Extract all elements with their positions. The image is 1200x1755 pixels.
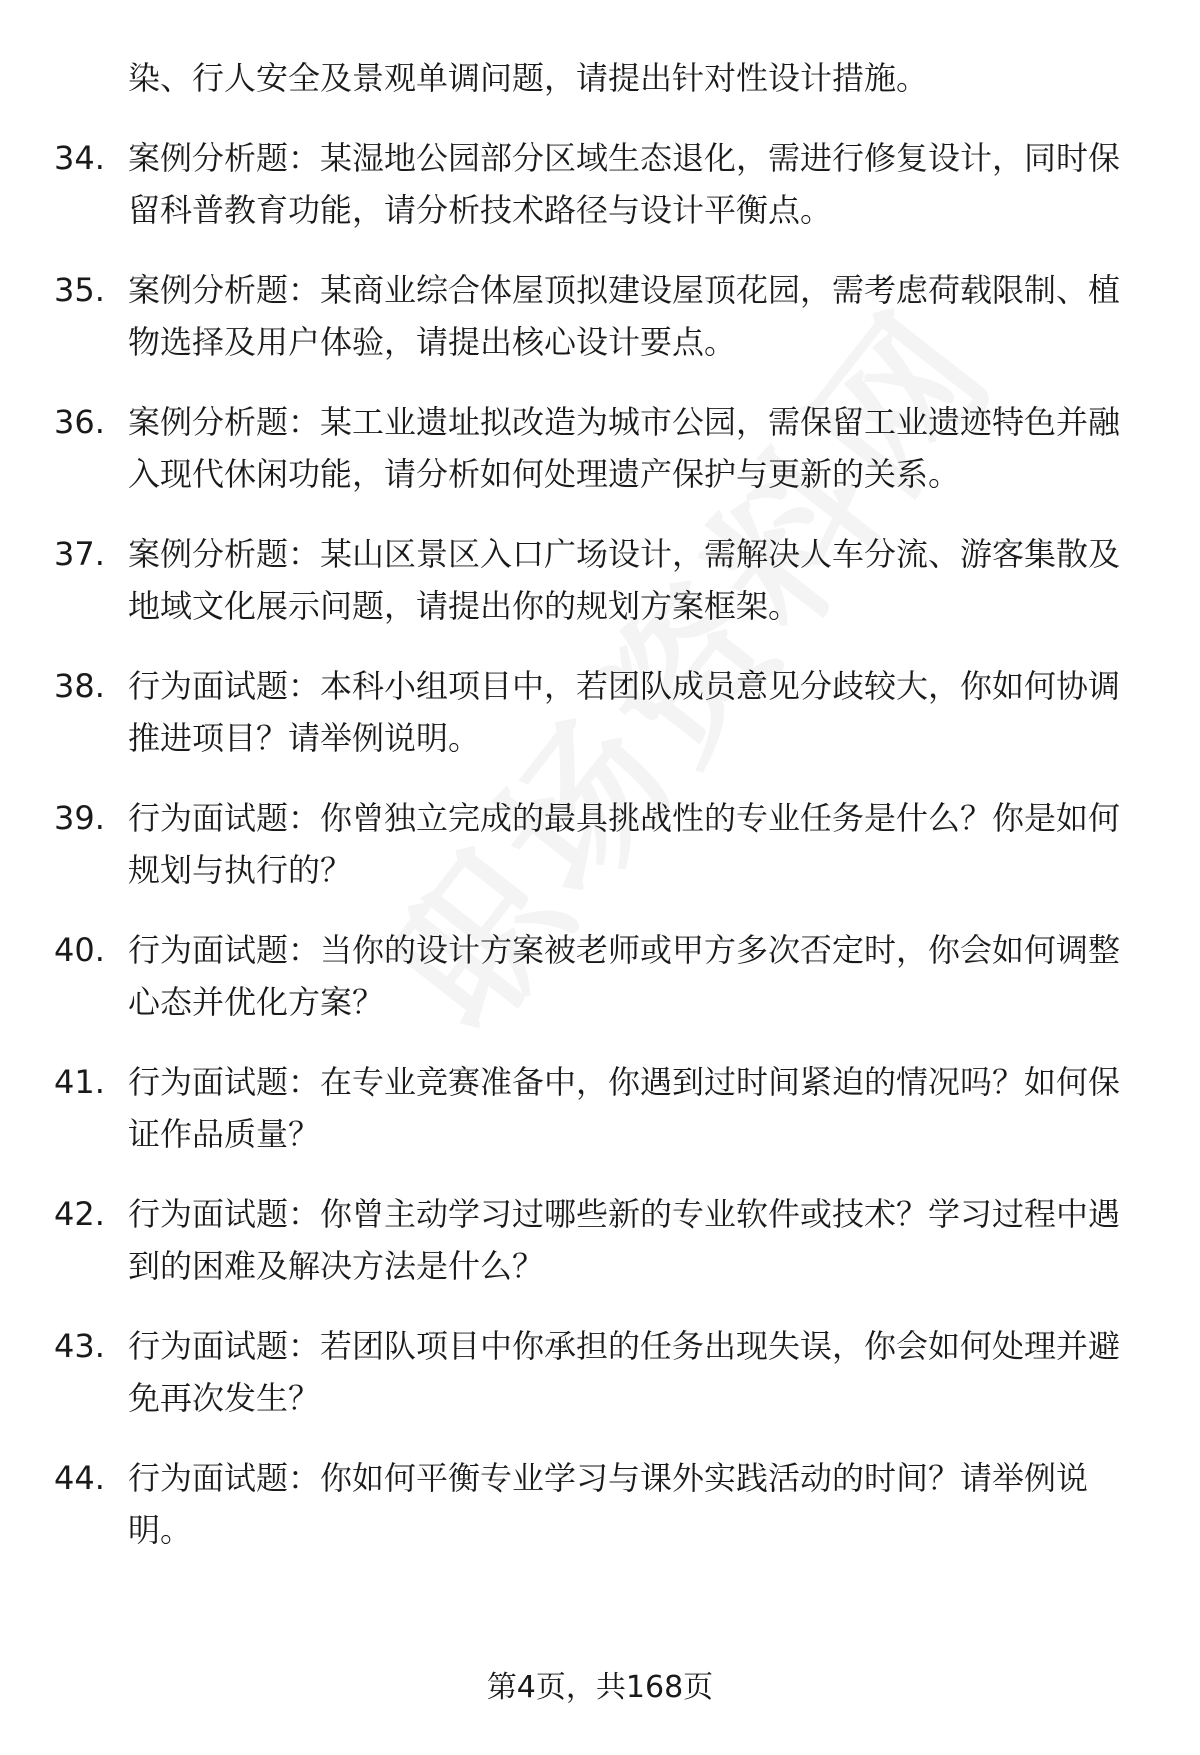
question-number: 36. [54, 403, 105, 441]
question-item-41 [0, 1056, 1200, 1160]
question-item-34 [0, 132, 1200, 236]
question-number: 37. [54, 535, 105, 573]
question-number: 42. [54, 1195, 105, 1233]
question-item-40 [0, 924, 1200, 1028]
question-item-35 [0, 264, 1200, 368]
question-text: 行为面试题：你如何平衡专业学习与课外实践活动的时间？请举例说明。 [128, 1459, 1089, 1549]
question-item-43 [0, 1320, 1200, 1424]
question-text: 行为面试题：你曾主动学习过哪些新的专业软件或技术？学习过程中遇到的困难及解决方法是什么？ [128, 1195, 1121, 1285]
question-item-37 [0, 528, 1200, 632]
question-item-39 [0, 792, 1200, 896]
question-number: 44. [54, 1459, 105, 1497]
question-text: 染、行人安全及景观单调问题，请提出针对性设计措施。 [128, 59, 929, 97]
question-number: 39. [54, 799, 105, 837]
question-text: 案例分析题：某湿地公园部分区域生态退化，需进行修复设计，同时保留科普教育功能，请分析技术路径与设计平衡点。 [128, 139, 1121, 229]
question-text: 案例分析题：某山区景区入口广场设计，需解决人车分流、游客集散及地域文化展示问题，请提出你的规划方案框架。 [128, 535, 1121, 625]
question-number: 38. [54, 667, 105, 705]
question-number: 34. [54, 139, 105, 177]
question-text: 行为面试题：本科小组项目中，若团队成员意见分歧较大，你如何协调推进项目？请举例说明。 [128, 667, 1121, 757]
question-number: 43. [54, 1327, 105, 1365]
question-list [0, 52, 1200, 1556]
question-text: 行为面试题：在专业竞赛准备中，你遇到过时间紧迫的情况吗？如何保证作品质量？ [128, 1063, 1121, 1153]
question-text: 案例分析题：某商业综合体屋顶拟建设屋顶花园，需考虑荷载限制、植物选择及用户体验，请提出核心设计要点。 [128, 271, 1121, 361]
question-item-38 [0, 660, 1200, 764]
question-number: 40. [54, 931, 105, 969]
question-text: 行为面试题：你曾独立完成的最具挑战性的专业任务是什么？你是如何规划与执行的？ [128, 799, 1121, 889]
page-footer: 第4页，共168页 [486, 1670, 714, 1705]
question-number: 35. [54, 271, 105, 309]
question-item-36 [0, 396, 1200, 500]
question-text: 行为面试题：若团队项目中你承担的任务出现失误，你会如何处理并避免再次发生？ [128, 1327, 1121, 1417]
question-item-44 [0, 1452, 1200, 1556]
question-text: 行为面试题：当你的设计方案被老师或甲方多次否定时，你会如何调整心态并优化方案？ [128, 931, 1121, 1021]
question-text: 案例分析题：某工业遗址拟改造为城市公园，需保留工业遗迹特色并融入现代休闲功能，请分析如何处理遗产保护与更新的关系。 [128, 403, 1121, 493]
question-item-42 [0, 1188, 1200, 1292]
question-item-continued [0, 52, 1200, 104]
question-number: 41. [54, 1063, 105, 1101]
